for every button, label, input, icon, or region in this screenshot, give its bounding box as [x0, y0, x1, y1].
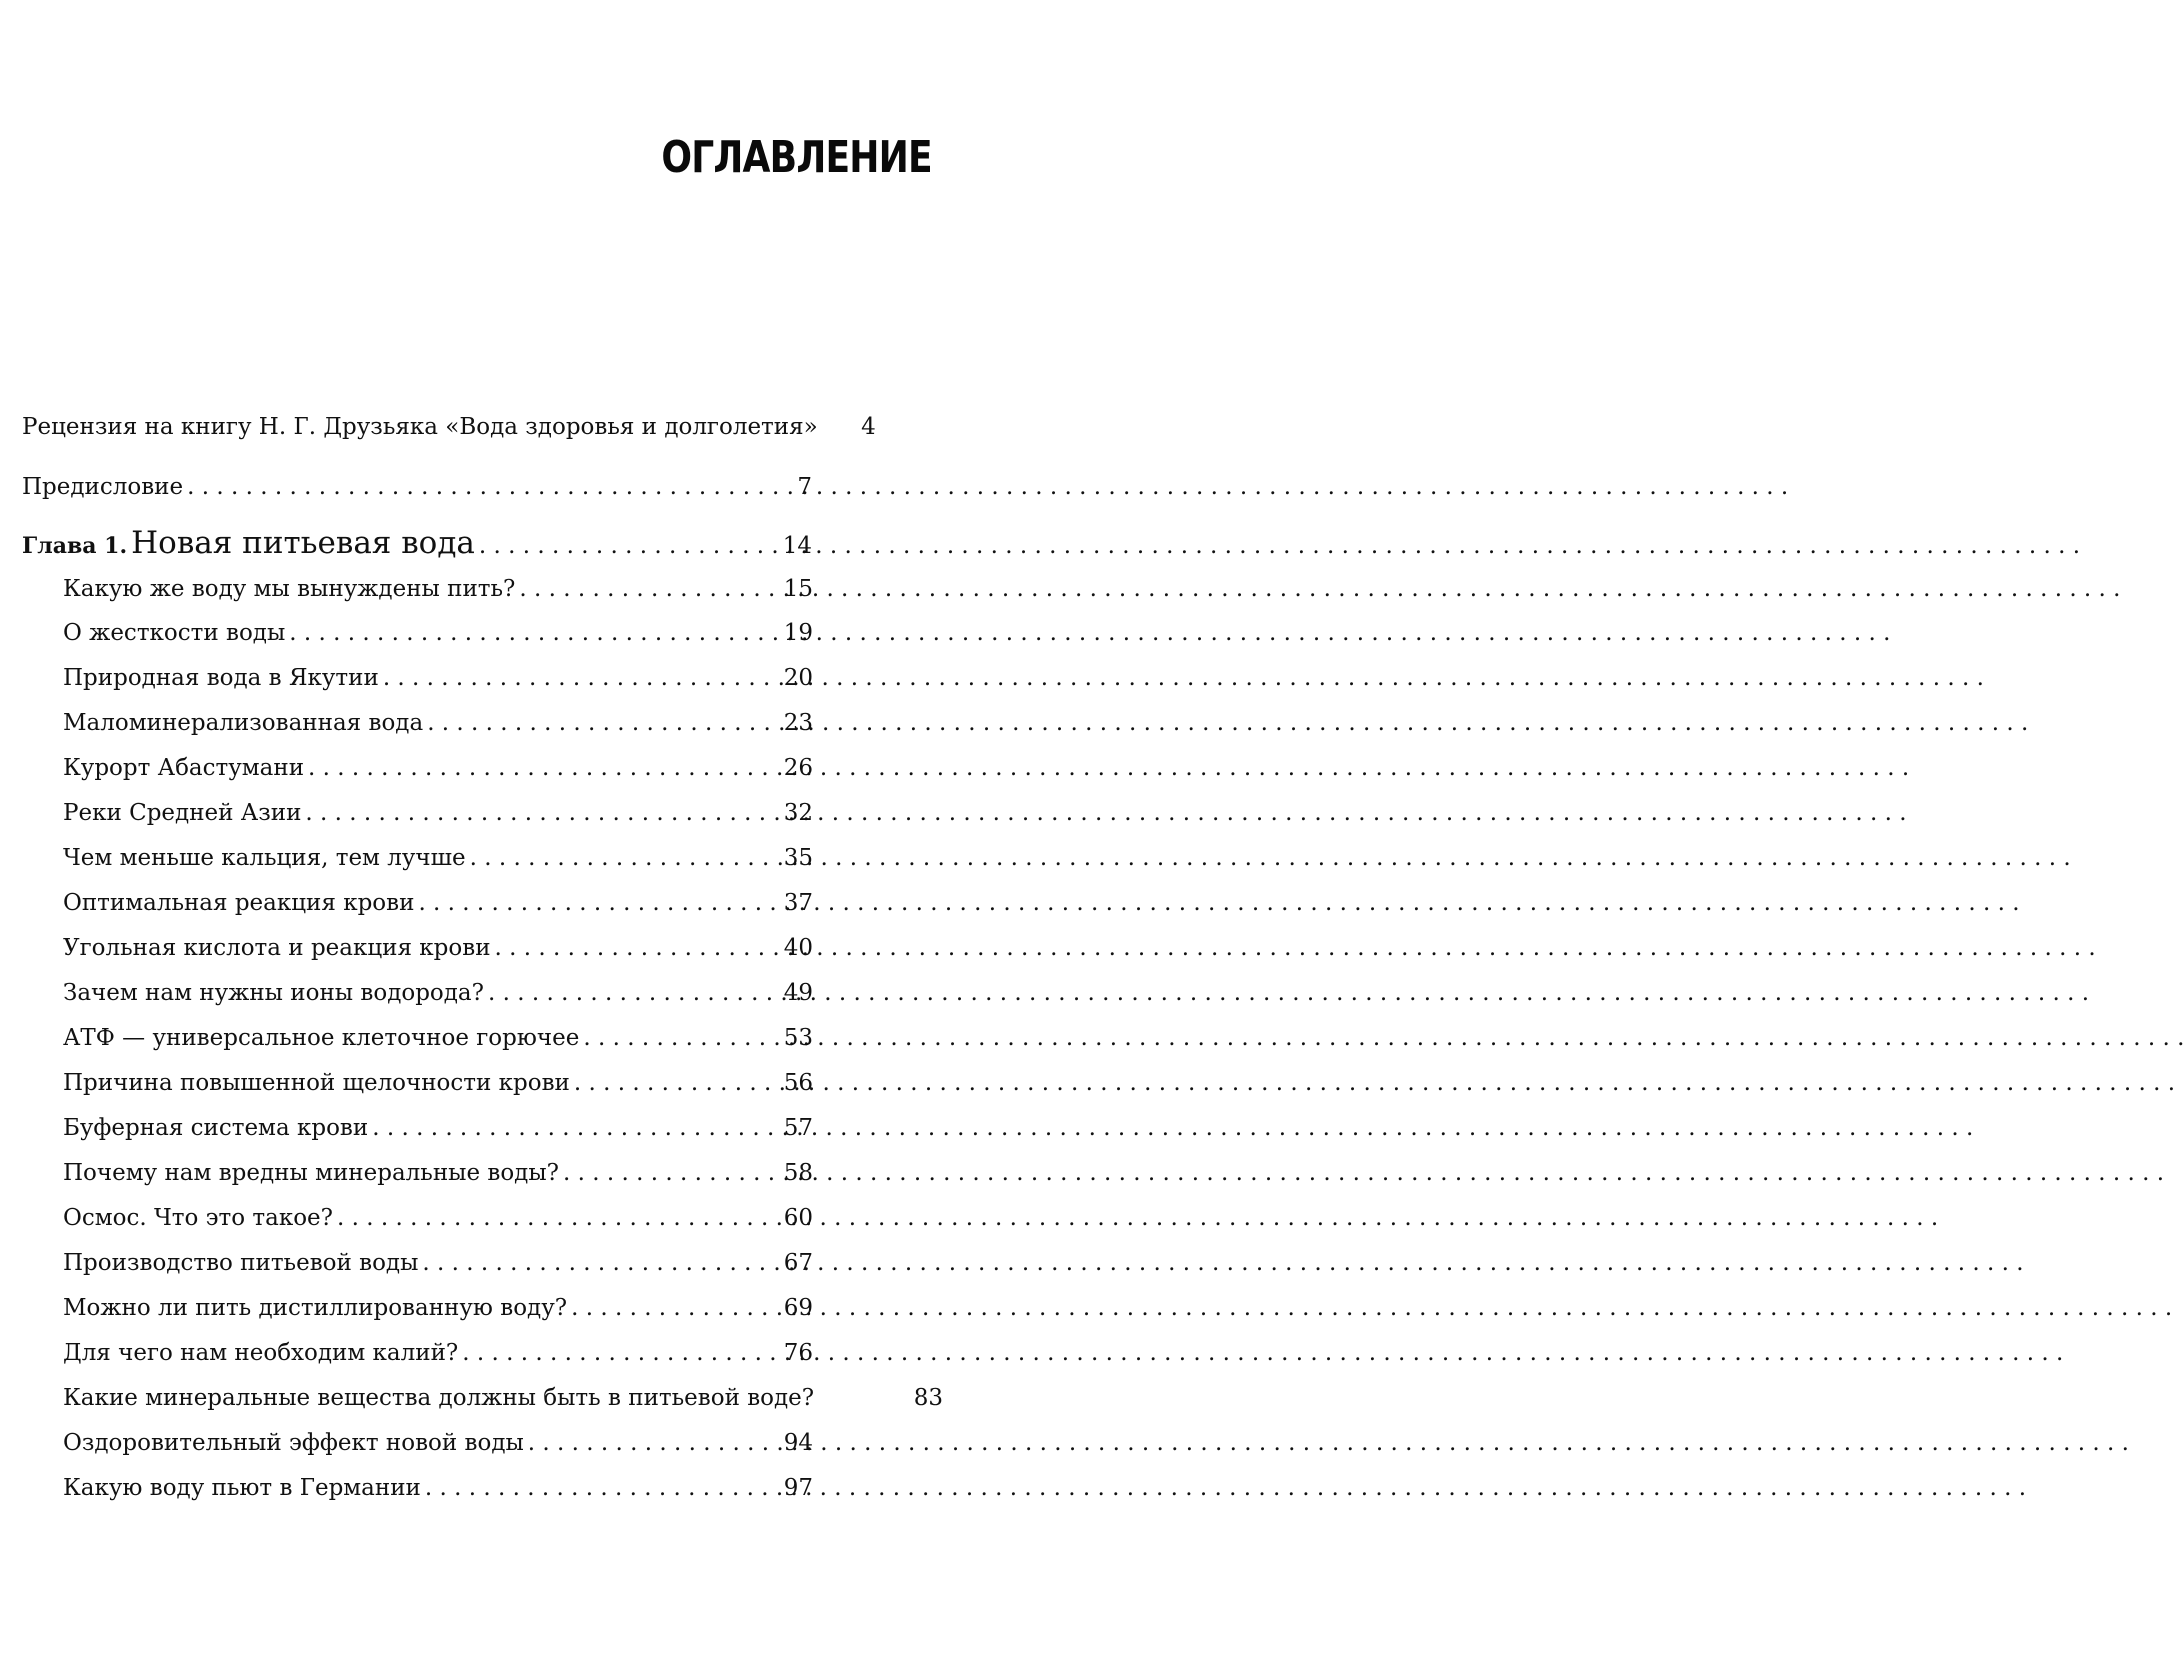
toc-entry-preface: [22, 472, 812, 502]
toc-leader: [308, 753, 779, 783]
toc-section-label: Какие минеральные вещества должны быть в питьевой воде?: [63, 1385, 815, 1411]
toc-section: [63, 1248, 813, 1278]
toc-section: [63, 798, 813, 828]
toc-section-page: 53: [783, 1025, 813, 1051]
toc-section: [63, 708, 813, 738]
toc-section: [63, 843, 813, 873]
toc-entry-review: [22, 412, 876, 442]
toc-chapter-label: [22, 525, 475, 561]
toc-section-page: 49: [783, 980, 813, 1006]
toc-leader: [519, 574, 779, 604]
toc-section: [63, 1473, 813, 1503]
toc-section-page: 32: [783, 800, 813, 826]
toc-section-page: 69: [783, 1295, 813, 1321]
toc-section-label: Угольная кислота и реакция крови: [63, 935, 491, 961]
toc-chapter-1: [22, 525, 812, 561]
toc-leader: [583, 1023, 779, 1053]
toc-section-label: Буферная система крови: [63, 1115, 369, 1141]
toc-leader: [422, 1248, 779, 1278]
toc-section-page: 97: [783, 1475, 813, 1501]
toc-leader: [528, 1428, 779, 1458]
toc-section-page: 56: [783, 1070, 813, 1096]
table-of-contents: [0, 0, 1000, 1674]
toc-section-label: АТФ — универсальное клеточное горючее: [63, 1025, 580, 1051]
toc-leader: [462, 1338, 779, 1368]
toc-entry-label: Рецензия на книгу Н. Г. Друзьяка «Вода здоровья и долголетия»: [22, 414, 818, 440]
toc-section-label: Оптимальная реакция крови: [63, 890, 415, 916]
toc-section-label: Какую же воду мы вынуждены пить?: [63, 576, 516, 602]
toc-section-label: Курорт Абастумани: [63, 755, 305, 781]
toc-section: [63, 933, 813, 963]
toc-section: [63, 1068, 813, 1098]
toc-section-page: 37: [783, 890, 813, 916]
toc-leader: [470, 843, 779, 873]
toc-section-label: Реки Средней Азии: [63, 800, 302, 826]
toc-section-label: Чем меньше кальция, тем лучше: [63, 845, 466, 871]
toc-chapter-page: 14: [782, 533, 812, 559]
toc-leader: [427, 708, 779, 738]
toc-leader: [488, 978, 779, 1008]
toc-section-label: Причина повышенной щелочности крови: [63, 1070, 570, 1096]
page-title: ОГЛАВЛЕНИЕ: [661, 132, 932, 183]
toc-section-page: 67: [783, 1250, 813, 1276]
toc-entry-page: 7: [797, 474, 812, 500]
toc-section: [63, 1383, 943, 1413]
toc-section-page: 20: [783, 665, 813, 691]
toc-entry-label: Предисловие: [22, 474, 184, 500]
toc-section-page: 35: [783, 845, 813, 871]
toc-leader: [372, 1113, 779, 1143]
toc-leader: [495, 933, 779, 963]
toc-section: [63, 618, 813, 648]
toc-section-page: 23: [783, 710, 813, 736]
toc-section: [63, 753, 813, 783]
toc-leader: [337, 1203, 779, 1233]
toc-section-label: Природная вода в Якутии: [63, 665, 379, 691]
toc-leader: [418, 888, 779, 918]
toc-section-page: 94: [783, 1430, 813, 1456]
toc-section: [63, 663, 813, 693]
toc-section-page: 58: [783, 1160, 813, 1186]
toc-section: [63, 1293, 813, 1323]
toc-section: [63, 978, 813, 1008]
chapter-title: Новая питьевая вода: [131, 525, 475, 561]
toc-section-page: 57: [783, 1115, 813, 1141]
toc-section: [63, 1113, 813, 1143]
toc-section-page: 60: [783, 1205, 813, 1231]
toc-section-label: Маломинерализованная вода: [63, 710, 424, 736]
toc-section-page: 26: [783, 755, 813, 781]
toc-leader: [563, 1158, 779, 1188]
chapter-prefix: Глава 1.: [22, 533, 128, 559]
toc-leader: [187, 472, 778, 502]
toc-section-label: Осмос. Что это такое?: [63, 1205, 334, 1231]
toc-leader: [425, 1473, 779, 1503]
toc-section: [63, 1428, 813, 1458]
toc-section: [63, 1023, 813, 1053]
toc-section: [63, 888, 813, 918]
toc-leader: [479, 531, 778, 561]
toc-section: [63, 1158, 813, 1188]
toc-leader: [289, 618, 779, 648]
toc-section-label: Можно ли пить дистиллированную воду?: [63, 1295, 568, 1321]
toc-section-label: Оздоровительный эффект новой воды: [63, 1430, 524, 1456]
toc-section-page: 19: [783, 620, 813, 646]
toc-section-label: Производство питьевой воды: [63, 1250, 419, 1276]
toc-leader: [571, 1293, 779, 1323]
toc-section-page: 83: [913, 1385, 943, 1411]
toc-leader: [574, 1068, 779, 1098]
toc-leader: [305, 798, 779, 828]
toc-section: [63, 1203, 813, 1233]
toc-section: [63, 1338, 813, 1368]
toc-section-page: 40: [783, 935, 813, 961]
toc-section-label: Для чего нам необходим калий?: [63, 1340, 459, 1366]
toc-section-label: О жесткости воды: [63, 620, 286, 646]
toc-section-label: Почему нам вредны минеральные воды?: [63, 1160, 559, 1186]
toc-entry-page: 4: [861, 414, 876, 440]
toc-section-page: 76: [783, 1340, 813, 1366]
toc-section-page: 15: [783, 576, 813, 602]
toc-section-label: Зачем нам нужны ионы водорода?: [63, 980, 484, 1006]
toc-section-label: Какую воду пьют в Германии: [63, 1475, 421, 1501]
toc-section: [63, 574, 813, 604]
toc-leader: [383, 663, 779, 693]
